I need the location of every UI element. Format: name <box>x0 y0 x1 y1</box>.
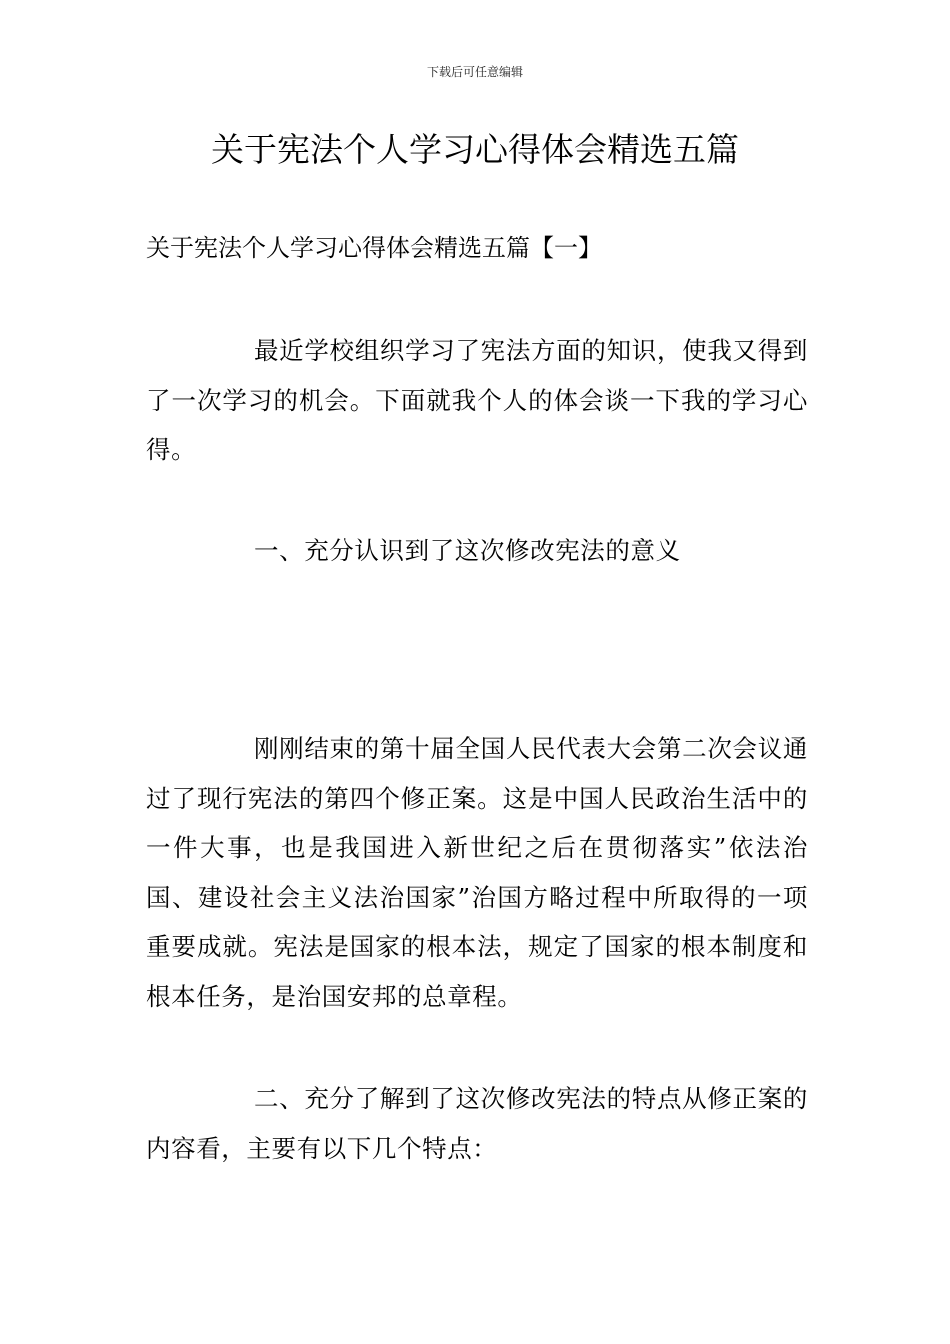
section-heading: 关于宪法个人学习心得体会精选五篇【一】 <box>146 234 602 262</box>
document-title: 关于宪法个人学习心得体会精选五篇 <box>211 130 739 169</box>
paragraph-point-two: 二、充分了解到了这次修改宪法的特点从修正案的内容看，主要有以下几个特点： <box>146 1084 808 1163</box>
paragraph-point-one-heading: 一、充分认识到了这次修改宪法的意义 <box>254 536 681 565</box>
header-note: 下载后可任意编辑 <box>426 65 523 79</box>
paragraph-amendment-significance: 刚刚结束的第十届全国人民代表大会第二次会议通过了现行宪法的第四个修正案。这是中国人民政治生活中的一件大事，也是我国进入新世纪之后在贯彻落实”依法治国、建设社会主义法治国家”治国方略过程中所取得的一项重要成就。宪法是国家的根本法，规定了国家的根本制度和根本任务，是治国安邦的总章程。 <box>146 734 808 1011</box>
paragraph-intro: 最近学校组织学习了宪法方面的知识，使我又得到了一次学习的机会。下面就我个人的体会谈一下我的学习心得。 <box>146 336 808 464</box>
